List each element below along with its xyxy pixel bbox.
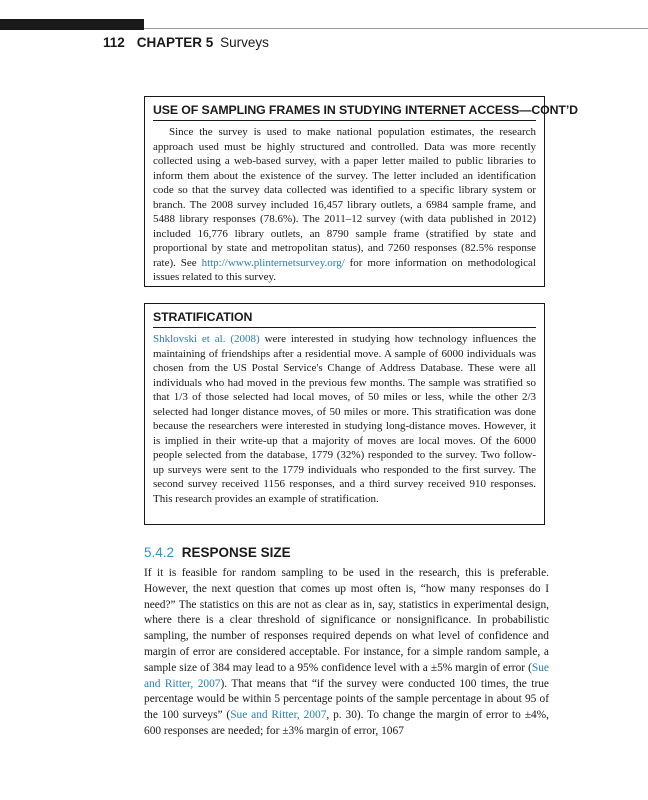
- section-heading: [144, 545, 291, 560]
- box-body: [153, 125, 536, 285]
- box-text-end: for more information on methodological issues related to this survey.: [153, 256, 536, 283]
- citation-link[interactable]: Sue and Ritter, 2007: [144, 661, 549, 690]
- section-number: 5.4.2: [144, 545, 175, 560]
- running-header: [103, 35, 269, 50]
- paragraph-text: If it is feasible for random sampling to be used in the research, this is preferable. However, the next question that comes up most often is, “how many responses do I need?” The statistics on this are not as clear as in, say, statistics in experimental design, where there is a clear threshold of significance or nonsignificance. In probabilistic sampling, the number of responses required depends on what level of confidence and margin of error are considered acceptable. For instance, for a simple random sample, a sample size of 384 may lead to a 95% confidence level with a ±5% margin of error (: [144, 567, 549, 674]
- box-title: USE OF SAMPLING FRAMES IN STUDYING INTERNET ACCESS—CONT’D: [153, 103, 536, 121]
- page-number: 112: [103, 35, 125, 50]
- survey-website-link[interactable]: http://www.plinternetsurvey.org/: [201, 256, 345, 269]
- box-text: Since the survey is used to make national population estimates, the research approach used must be highly structured and controlled. Data was more recently collected using a web-based survey, with a paper letter mailed to public libraries to inform them about the existence of the survey. The letter included an identification code so that the survey data collected was identified to a specific library system or branch. The 2008 survey included 16,457 library outlets, a 6984 sample frame, and 5488 library responses (78.6%). The 2011–12 survey (with data published in 2012) included 16,776 library outlets, an 8790 sample frame (stratified by state and proportional by state and metropolitan status), and 7260 responses (82.5% response rate). See: [153, 126, 536, 269]
- box-body: [153, 332, 536, 506]
- box-title: STRATIFICATION: [153, 310, 536, 328]
- section-title: RESPONSE SIZE: [181, 545, 291, 560]
- body-paragraph: [144, 566, 549, 740]
- chapter-title: Surveys: [220, 35, 269, 50]
- header-rule: [144, 28, 648, 29]
- paragraph-text: ). That means that “if the survey were conducted 100 times, the true percentage would be within 5 percentage points of the sample percentage in about 95 of the 100 surveys” (: [144, 677, 549, 722]
- box-text: were interested in studying how technology influences the maintaining of friendships after a residential move. A sample of 6000 individuals was chosen from the US Postal Service's Change of Address Database. These were all individuals who had moved in the previous few months. The sample was stratified so that 1/3 of those selected had local moves, of 50 miles or less, while the other 2/3 selected had longer distance moves, of 50 miles or more. This stratification was done because the researchers were interested in studying long-distance moves. However, it is implied in their write-up that a majority of moves are local moves. Of the 6000 people selected from the database, 1779 (32%) responded to the survey. Two follow-up surveys were sent to the 1779 individuals who responded to the first survey. The second survey received 1156 responses, and a third survey received 910 responses. This research provides an example of stratification.: [153, 333, 536, 505]
- chapter-label: CHAPTER 5: [136, 35, 214, 50]
- sidebar-box-stratification: [144, 303, 545, 525]
- citation-link[interactable]: Sue and Ritter, 2007: [230, 709, 327, 722]
- sidebar-box-sampling-frames: [144, 96, 578, 287]
- citation-link[interactable]: Shklovski et al. (2008): [153, 333, 260, 345]
- header-black-bar: [0, 19, 144, 30]
- paragraph-text: , p. 30). To change the margin of error to ±4%, 600 responses are needed; for ±3% margin of error, 1067: [144, 709, 549, 737]
